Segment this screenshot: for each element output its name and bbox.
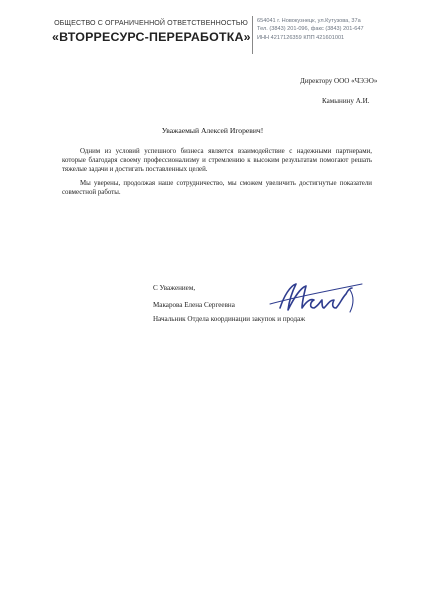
closing: С Уважением, — [153, 284, 196, 292]
salutation: Уважаемый Алексей Игоревич! — [161, 126, 264, 135]
letterhead-org — [52, 19, 250, 44]
org-name: «ВТОРРЕСУРС-ПЕРЕРАБОТКА» — [52, 30, 251, 44]
signatory-name: Макарова Елена Сергеевна — [153, 301, 235, 309]
letterhead-divider — [252, 16, 253, 54]
org-tax-ids: ИНН 4217126359 КПП 421601001 — [257, 34, 345, 41]
org-type: ОБЩЕСТВО С ОГРАНИЧЕННОЙ ОТВЕТСТВЕННОСТЬЮ — [54, 19, 248, 27]
letter-body — [62, 148, 372, 198]
addressee-block — [300, 71, 420, 111]
addressee-position: Директору ООО «ЧЭЭО» — [300, 77, 378, 85]
org-address: 654041 г. Новокузнецк, ул.Кутузова, 37а — [257, 18, 361, 24]
signatory-title: Начальник Отдела координации закупок и продаж — [153, 315, 306, 323]
letterhead-contacts — [257, 17, 422, 42]
body-paragraph-1: Одним из условий успешного бизнеса является взаимодействие с надежными партнерами, которые благодаря своему профессионализму и стремлению к высоким результатам помогают решать тяжелые задачи и достигать поставленных целей. — [62, 148, 372, 173]
addressee-name: Камынину А.И. — [322, 97, 370, 105]
handwritten-signature-icon — [262, 278, 372, 318]
org-phone: Тел. (3843) 201-096, факс (3843) 201-647 — [257, 26, 364, 33]
body-paragraph-2: Мы уверены, продолжая наше сотрудничество, мы сможем увеличить достигнутые показатели совместной работы. — [62, 180, 372, 197]
